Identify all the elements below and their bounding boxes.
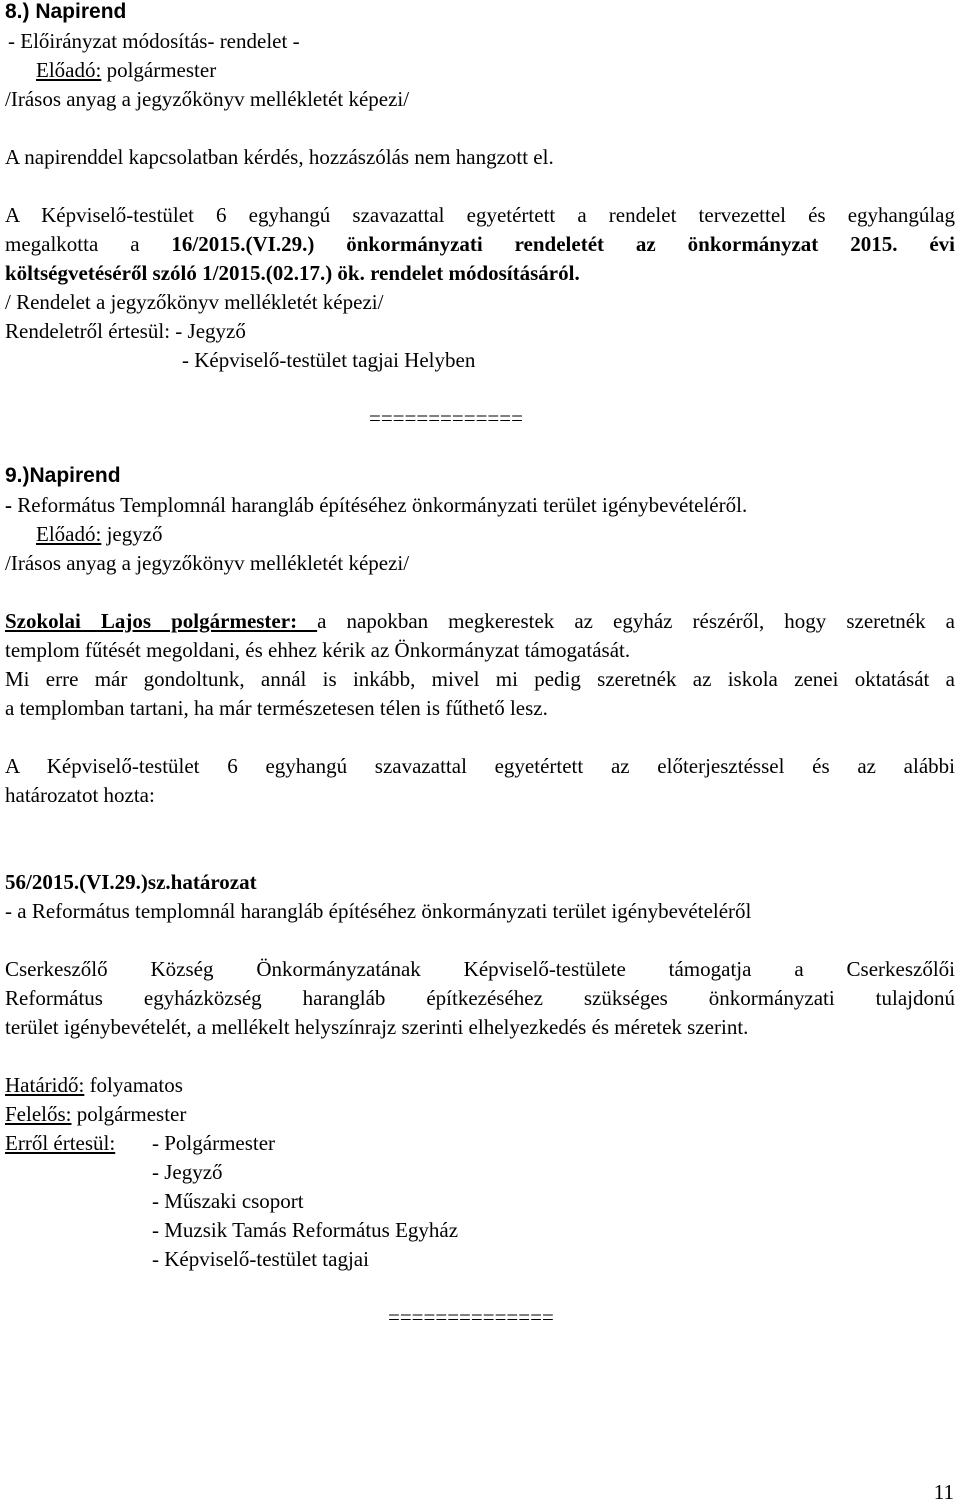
notify-item: - Műszaki csoport: [152, 1189, 304, 1213]
subject-dash: -: [5, 493, 18, 517]
page-number: 11: [933, 1480, 954, 1504]
section9-separator: ==============: [388, 1305, 554, 1329]
vote-line2-normal: megalkotta a: [5, 232, 172, 256]
speaker-name: Szokolai Lajos polgármester:: [5, 609, 318, 633]
deadline: [5, 1073, 183, 1097]
section8-vote-line2: [5, 232, 955, 256]
section8-subject-text: - Előirányzat módosítás- rendelet -: [8, 29, 300, 53]
notify-label-text: Erről értesül:: [5, 1131, 116, 1155]
section8-presenter: [36, 58, 216, 82]
section9-vote-line2: határozatot hozta:: [5, 783, 155, 807]
presenter-label: Előadó:: [36, 58, 102, 82]
notify-item: - Muzsik Tamás Református Egyház: [152, 1218, 459, 1242]
resolution-body-line2: Református egyházközség harangláb építkezéséhez szükséges önkormányzati tulajdonú: [5, 986, 955, 1010]
section9-speech-line4: a templomban tartani, ha már természetesen télen is fűthető lesz.: [5, 696, 548, 720]
section9-vote-line1: A Képviselő-testület 6 egyhangú szavazattal egyetértett az előterjesztéssel és az alábbi: [5, 754, 955, 778]
notify-item: - Képviselő-testület tagjai: [152, 1247, 369, 1271]
section9-heading: 9.)Napirend: [5, 464, 121, 487]
presenter-label: Előadó:: [36, 522, 102, 546]
section8-attachment-note: /Irásos anyag a jegyzőkönyv mellékletét képezi/: [5, 87, 410, 111]
section8-notify-line2: - Képviselő-testület tagjai Helyben: [182, 348, 476, 372]
responsible: [5, 1102, 186, 1126]
resolution-number: 56/2015.(VI.29.)sz.határozat: [5, 870, 257, 894]
section8-vote-line3: költségvetéséről szóló 1/2015.(02.17.) ök. rendelet módosításáról.: [5, 261, 580, 285]
section9-speech-line1: [5, 609, 955, 633]
responsible-label: Felelős:: [5, 1102, 72, 1126]
subject-text: Református Templomnál harangláb építéséhez önkormányzati terület igénybevételéről.: [17, 493, 748, 517]
section9-attachment-note: /Irásos anyag a jegyzőkönyv mellékletét képezi/: [5, 551, 410, 575]
presenter-value: jegyző: [101, 522, 163, 546]
notify-item: - Jegyző: [152, 1160, 223, 1184]
notify-item: - Polgármester: [152, 1131, 276, 1155]
presenter-value: polgármester: [101, 58, 217, 82]
resolution-body-line3: terület igénybevételét, a mellékelt helyszínrajz szerinti elhelyezkedés és méretek szerint.: [5, 1015, 749, 1039]
section8-no-questions: A napirenddel kapcsolatban kérdés, hozzászólás nem hangzott el.: [5, 145, 554, 169]
section9-subject: [5, 493, 747, 517]
section8-notify-line1: Rendeletről értesül: - Jegyző: [5, 319, 246, 343]
speech-text: a napokban megkerestek az egyház részéről, hogy szeretnék a: [317, 609, 955, 633]
section8-heading: 8.) Napirend: [5, 0, 127, 23]
section8-decree-note: / Rendelet a jegyzőkönyv mellékletét képezi/: [5, 290, 384, 314]
deadline-value: folyamatos: [84, 1073, 183, 1097]
section9-speech-line3: Mi erre már gondoltunk, annál is inkább, mivel mi pedig szeretnék az iskola zenei oktatását a: [5, 667, 955, 691]
resolution-body-line1: Cserkeszőlő Község Önkormányzatának Képviselő-testülete támogatja a Cserkeszőlői: [5, 957, 955, 981]
deadline-label: Határidő:: [5, 1073, 85, 1097]
responsible-value: polgármester: [71, 1102, 187, 1126]
section8-separator: =============: [369, 406, 523, 430]
section8-vote-line1: A Képviselő-testület 6 egyhangú szavazattal egyetértett a rendelet tervezettel és egyhangúlag: [5, 203, 955, 227]
section9-presenter: [36, 522, 163, 546]
section9-speech-line2: templom fűtését megoldani, és ehhez kérik az Önkormányzat támogatását.: [5, 638, 631, 662]
resolution-subject: - a Református templomnál harangláb építéséhez önkormányzati terület igénybevételéről: [5, 899, 752, 923]
notify-label: [5, 1131, 115, 1155]
section8-subject: [5, 29, 300, 53]
decree-number: 16/2015.(VI.29.) önkormányzati rendeletét az önkormányzat 2015. évi: [171, 232, 955, 256]
